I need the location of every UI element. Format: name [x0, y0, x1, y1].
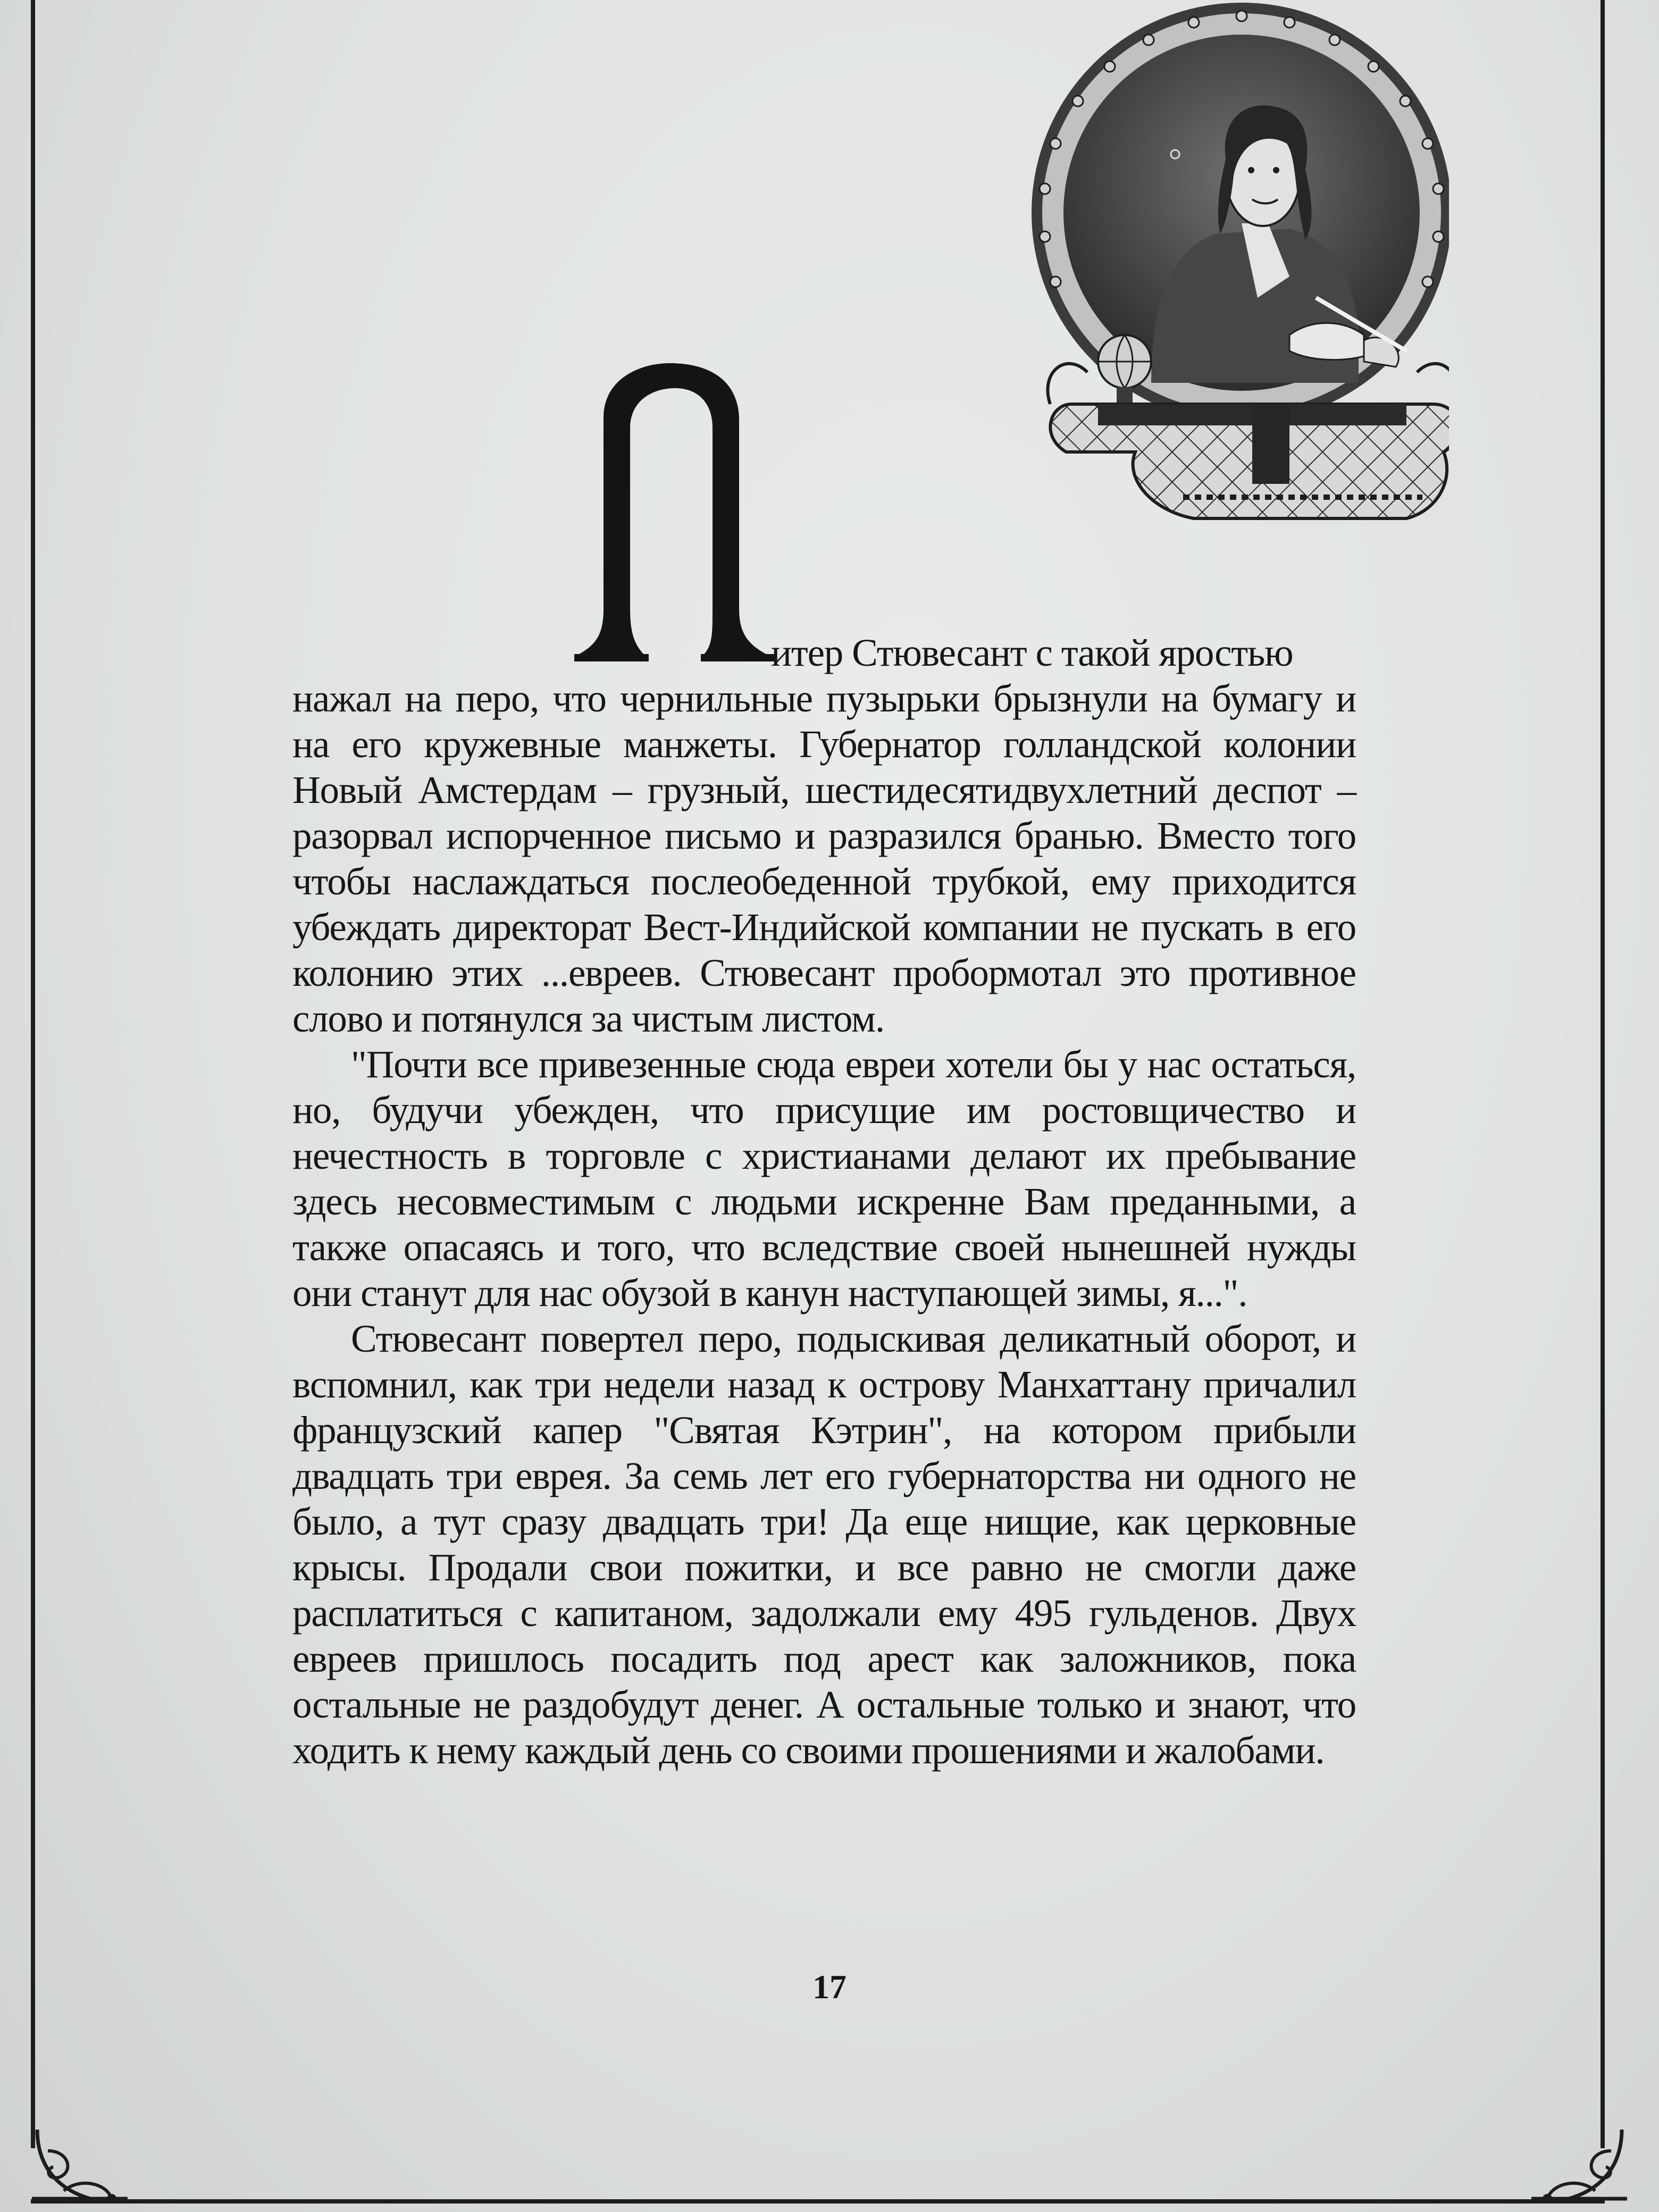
paragraph-1	[292, 630, 1356, 1042]
paragraph-3: Стювесант повертел перо, подыскивая деликатный оборот, и вспомнил, как три недели назад к острову Манхаттану причалил французский капер "Святая Кэтрин", на котором прибыли двадцать три еврея. За семь лет его губернаторства ни одного не было, а тут сразу двадцать три! Да еще нищие, как церковные крысы. Продали свои пожитки, и все равно не смогли даже расплатиться с капитаном, задолжали ему 495 гульденов. Двух евреев пришлось посадить под арест как заложников, пока остальные не раздобудут денег. А остальные только и знают, что ходить к нему каждый день со своими прошениями и жалобами.	[292, 1317, 1356, 1772]
portrait-medallion-icon	[992, 0, 1449, 534]
body-text	[292, 630, 1356, 1773]
page-number: 17	[812, 1968, 847, 2006]
paragraph-2: "Почти все привезенные сюда евреи хотели бы у нас остаться, но, будучи убежден, что присущие им ростовщичество и нечестность в торговле с христианами делают их пребывание здесь несовместимым с людьми искренне Вам преданными, а также опасаясь и того, что вследствие своей нынешней нужды они станут для нас обузой в канун наступающей зимы, я...".	[292, 1043, 1356, 1314]
paragraph-1-rest: нажал на перо, что чернильные пузырьки брызнули на бумагу и на его кружевные манжеты. Губернатор голландской колонии Новый Амстердам – грузный, шестидесятидвухлетний деспот – разорвал испорченное письмо и разразился бранью. Вместо того чтобы наслаждаться послеобеденной трубкой, ему приходится убеждать директорат Вест-Индийской компании не пускать в его колонию этих ...евреев. Стювесант пробормотал это противное слово и потянулся за чистым листом.	[292, 677, 1356, 1040]
frame-bottom-border	[31, 2199, 1605, 2203]
dropcap-glyph: П	[668, 530, 672, 536]
paragraph-1-first-line: итер Стювесант с такой яростью	[771, 631, 1293, 674]
corner-ornament-left-icon	[32, 2119, 128, 2212]
frame-left-border	[31, 0, 35, 2148]
corner-ornament-right-icon	[1531, 2119, 1627, 2212]
frame-right-border	[1601, 0, 1605, 2148]
dropcap-letter	[542, 359, 798, 673]
